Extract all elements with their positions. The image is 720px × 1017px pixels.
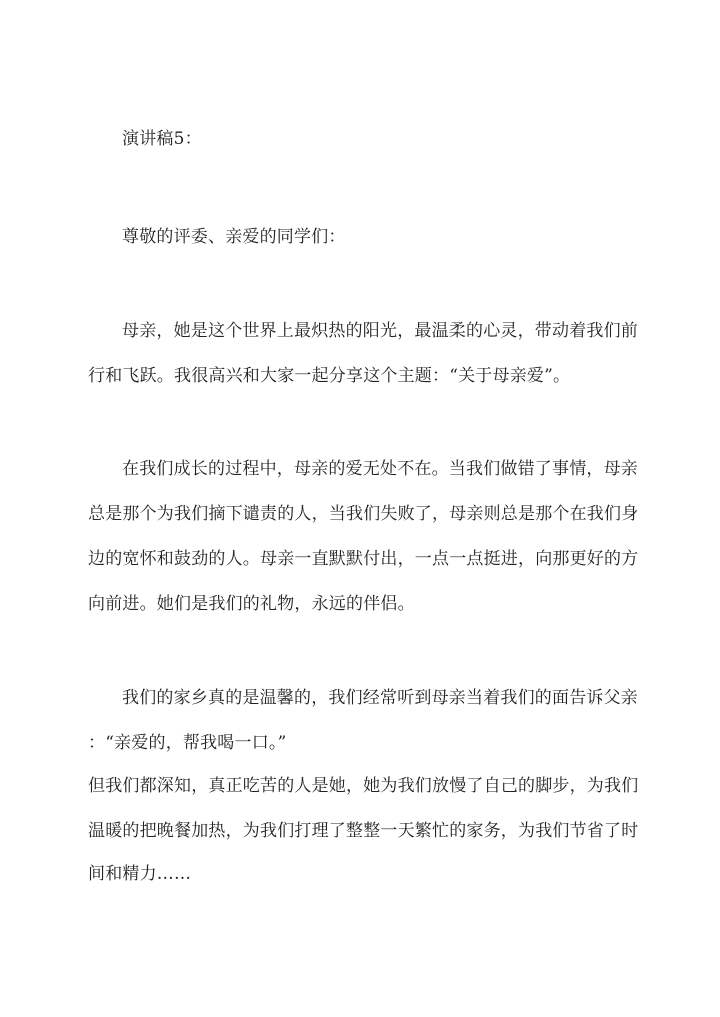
paragraph-2-line-2: 总是那个为我们摘下谴责的人，当我们失败了，母亲则总是那个在我们身	[88, 504, 639, 524]
paragraph-3-line-1: 我们的家乡真的是温馨的，我们经常听到母亲当着我们的面告诉父亲	[122, 688, 638, 708]
paragraph-2-line-3: 边的宽怀和鼓劲的人。母亲一直默默付出，一点一点挺进，向那更好的方	[88, 549, 639, 569]
paragraph-1-line-2: 行和飞跃。我很高兴和大家一起分享这个主题：“关于母亲爱”。	[88, 366, 571, 386]
salutation: 尊敬的评委、亲爱的同学们：	[122, 227, 346, 247]
paragraph-2-line-1: 在我们成长的过程中，母亲的爱无处不在。当我们做错了事情，母亲	[122, 459, 638, 479]
paragraph-3-line-4: 温暖的把晚餐加热，为我们打理了整整一天繁忙的家务，为我们节省了时	[88, 821, 639, 841]
paragraph-3-line-5: 间和精力……	[88, 864, 192, 884]
speech-heading: 演讲稿5：	[122, 129, 202, 149]
paragraph-1-line-1: 母亲，她是这个世界上最炽热的阳光，最温柔的心灵，带动着我们前	[122, 321, 638, 341]
paragraph-3-line-3: 但我们都深知，真正吃苦的人是她，她为我们放慢了自己的脚步，为我们	[88, 776, 639, 796]
paragraph-2-line-4: 向前进。她们是我们的礼物，永远的伴侣。	[88, 594, 415, 614]
paragraph-3-line-2: ：“亲爱的，帮我喝一口。”	[88, 733, 287, 753]
